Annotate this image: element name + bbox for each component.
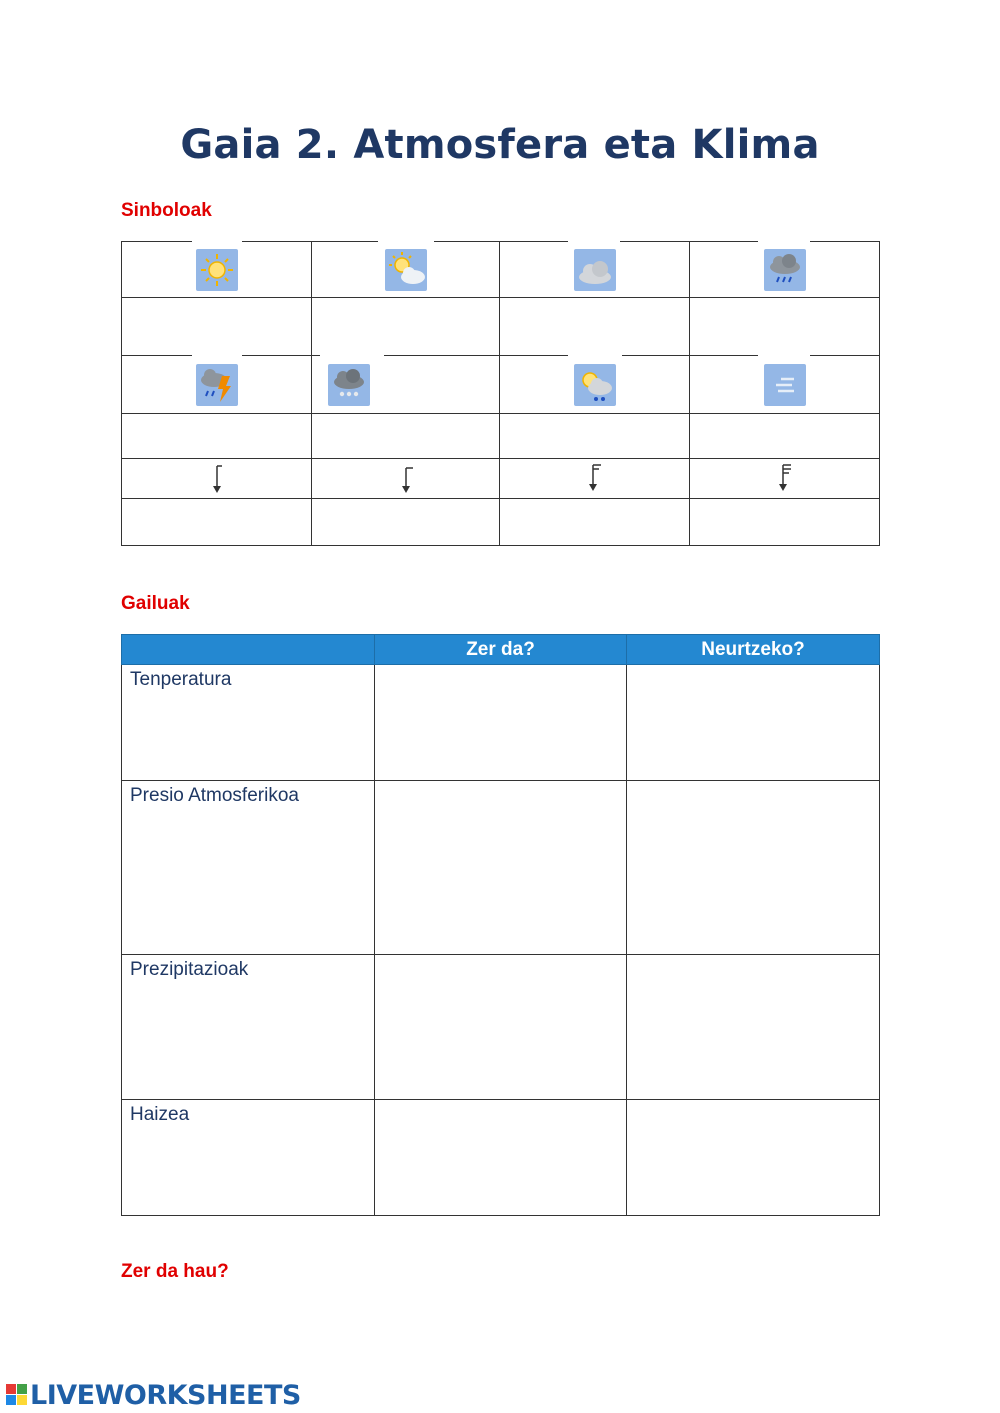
partly-cloudy-icon [385, 249, 427, 291]
symbol-cell [122, 459, 312, 499]
answer-cell[interactable] [375, 665, 627, 781]
table-row [122, 1100, 880, 1216]
hail-icon [328, 364, 370, 406]
symbol-cell [690, 242, 880, 298]
storm-icon [196, 364, 238, 406]
symbol-cell [500, 356, 690, 414]
answer-cell[interactable] [375, 1100, 627, 1216]
answer-cell[interactable] [375, 955, 627, 1100]
answer-cell[interactable] [627, 955, 880, 1100]
table-header: Neurtzeko? [627, 635, 880, 665]
devices-table [121, 634, 880, 1216]
symbol-cell [500, 242, 690, 298]
wind-barb-icon [391, 470, 421, 487]
fog-icon [764, 364, 806, 406]
wind-barb-icon [202, 470, 232, 487]
row-label: Presio Atmosferikoa [122, 781, 375, 955]
answer-cell[interactable] [375, 781, 627, 955]
row-label: Haizea [122, 1100, 375, 1216]
table-row [122, 665, 880, 781]
sun-snow-icon [574, 364, 616, 406]
symbol-cell [122, 242, 312, 298]
wind-barb-icon [770, 470, 800, 487]
sun-icon [196, 249, 238, 291]
section-title-devices: Gailuak [121, 593, 190, 614]
symbol-cell [122, 356, 312, 414]
section-title-what: Zer da hau? [121, 1261, 229, 1282]
answer-cell[interactable] [627, 665, 880, 781]
section-title-symbols: Sinboloak [121, 200, 212, 221]
answer-cell[interactable] [627, 781, 880, 955]
table-row [122, 955, 880, 1100]
table-header [122, 635, 375, 665]
wind-barb-icon [580, 470, 610, 487]
symbol-cell [500, 459, 690, 499]
symbol-cell [312, 242, 500, 298]
symbol-cell [690, 459, 880, 499]
logo-text: LIVEWORKSHEETS [30, 1380, 301, 1411]
page-title: Gaia 2. Atmosfera eta Klima [180, 122, 820, 168]
rain-icon [764, 249, 806, 291]
liveworksheets-logo[interactable] [6, 1380, 301, 1411]
cloud-icon [574, 249, 616, 291]
row-label: Tenperatura [122, 665, 375, 781]
symbol-cell [312, 356, 500, 414]
answer-cell[interactable] [627, 1100, 880, 1216]
table-row [122, 781, 880, 955]
symbol-cell [312, 459, 500, 499]
symbol-cell [690, 356, 880, 414]
row-label: Prezipitazioak [122, 955, 375, 1100]
table-header: Zer da? [375, 635, 627, 665]
symbols-table [121, 241, 880, 546]
liveworksheets-mark-icon [6, 1382, 28, 1404]
